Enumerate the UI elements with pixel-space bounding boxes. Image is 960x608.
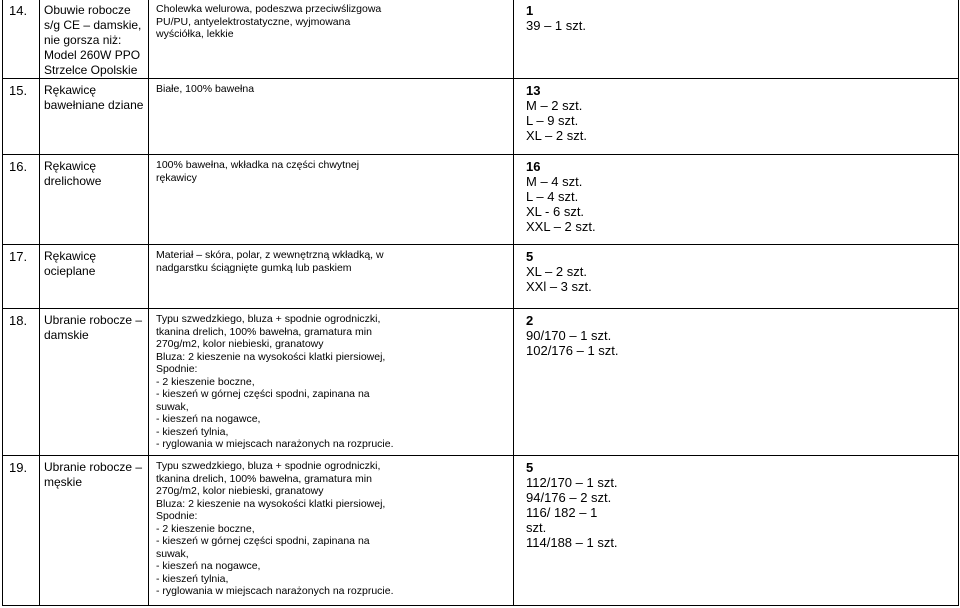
table-row: [3, 79, 959, 155]
specification-table-body: [3, 0, 959, 606]
item-quantity: 5 112/170 – 1 szt. 94/176 – 2 szt. 116/ 182 – 1 szt. 114/188 – 1 szt.: [514, 456, 959, 606]
row-number: 14.: [3, 0, 40, 79]
quantity-total: 13: [526, 83, 541, 98]
item-name: Rękawicę bawełniane dziane: [40, 79, 149, 155]
item-quantity: 2 90/170 – 1 szt. 102/176 – 1 szt.: [514, 309, 959, 456]
quantity-total: 1: [526, 3, 534, 18]
row-number: 19.: [3, 456, 40, 606]
table-row: [3, 245, 959, 309]
item-description: Cholewka welurowa, podeszwa przeciwślizgowa PU/PU, antyelektrostatyczne, wyjmowana wyściółka, lekkie: [149, 0, 514, 79]
table-row: [3, 456, 959, 606]
item-name: Rękawicę ocieplane: [40, 245, 149, 309]
item-description: Materiał – skóra, polar, z wewnętrzną wkładką, w nadgarstku ściągnięte gumką lub paskiem: [149, 245, 514, 309]
item-quantity: 16 M – 4 szt. L – 4 szt. XL - 6 szt. XXL – 2 szt.: [514, 155, 959, 245]
table-row: [3, 0, 959, 79]
item-name: Rękawicę drelichowe: [40, 155, 149, 245]
item-description: 100% bawełna, wkładka na części chwytnej rękawicy: [149, 155, 514, 245]
specification-table: [2, 0, 959, 606]
item-quantity: 5 XL – 2 szt. XXl – 3 szt.: [514, 245, 959, 309]
table-row: [3, 155, 959, 245]
item-quantity: 13 M – 2 szt. L – 9 szt. XL – 2 szt.: [514, 79, 959, 155]
item-name: Ubranie robocze – męskie: [40, 456, 149, 606]
row-number: 16.: [3, 155, 40, 245]
item-description: Typu szwedzkiego, bluza + spodnie ogrodniczki, tkanina drelich, 100% bawełna, gramatura min 270g/m2, kolor niebieski, granatowy Bluza: 2 kieszenie na wysokości klatki piersiowej, Spodnie: - 2 kieszenie boczne, - kieszeń w górnej części spodni, zapinana na suwak, - kieszeń na nogawce, - kieszeń tylnia, - ryglowania w miejscach narażonych na rozprucie.: [149, 309, 514, 456]
item-quantity: 1 39 – 1 szt.: [514, 0, 959, 79]
item-name: Ubranie robocze – damskie: [40, 309, 149, 456]
quantity-total: 16: [526, 159, 541, 174]
item-description: Białe, 100% bawełna: [149, 79, 514, 155]
quantity-total: 5: [526, 249, 534, 264]
table-row: [3, 309, 959, 456]
quantity-total: 5: [526, 460, 534, 475]
item-name: Obuwie robocze s/g CE – damskie, nie gorsza niż: Model 260W PPO Strzelce Opolskie: [40, 0, 149, 79]
item-description: Typu szwedzkiego, bluza + spodnie ogrodniczki, tkanina drelich, 100% bawełna, gramatura min 270g/m2, kolor niebieski, granatowy Bluza: 2 kieszenie na wysokości klatki piersiowej, Spodnie: - 2 kieszenie boczne, - kieszeń w górnej części spodni, zapinana na suwak, - kieszeń na nogawce, - kieszeń tylnia, - ryglowania w miejscach narażonych na rozprucie.: [149, 456, 514, 606]
row-number: 15.: [3, 79, 40, 155]
row-number: 17.: [3, 245, 40, 309]
quantity-total: 2: [526, 313, 534, 328]
row-number: 18.: [3, 309, 40, 456]
